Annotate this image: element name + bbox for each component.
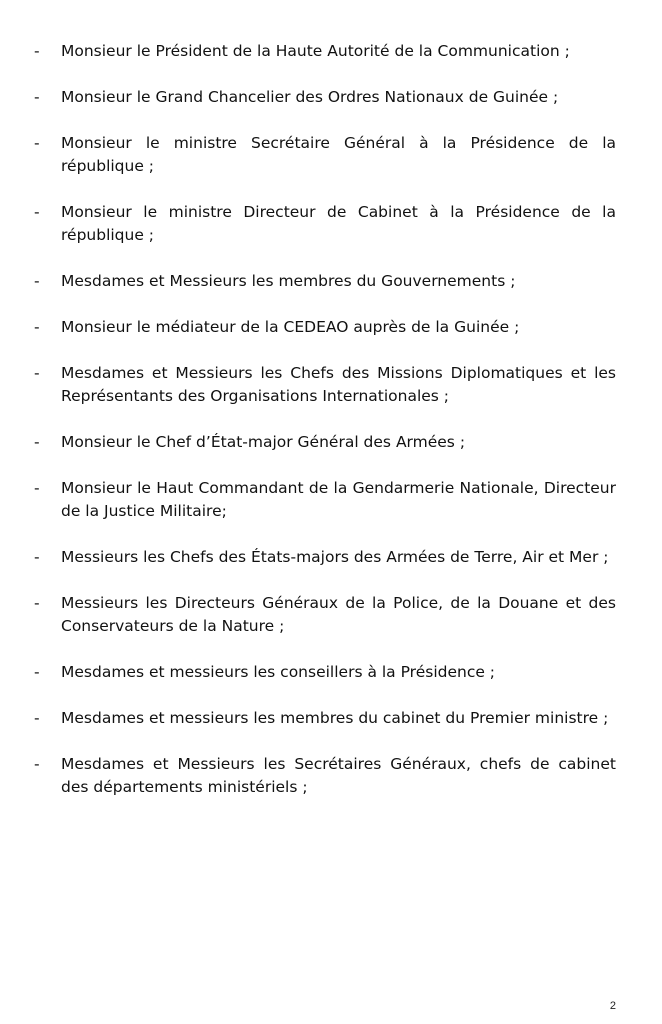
bullet-dash: - <box>34 548 40 566</box>
list-item-text: Monsieur le médiateur de la CEDEAO auprès de la Guinée ; <box>61 318 520 336</box>
bullet-dash: - <box>34 88 40 106</box>
bullet-dash: - <box>34 755 40 773</box>
list-item-text: Monsieur le Chef d’État-major Général des Armées ; <box>61 433 466 451</box>
list-item <box>34 316 616 339</box>
list-item <box>34 661 616 684</box>
bullet-dash: - <box>34 42 40 60</box>
bullet-dash: - <box>34 134 40 152</box>
list-item <box>34 753 616 799</box>
list-item-text: Mesdames et Messieurs les Chefs des Missions Diplomatiques et les Représentants des Organisations Internationales ; <box>61 364 616 405</box>
salutation-list <box>34 40 616 822</box>
bullet-dash: - <box>34 663 40 681</box>
list-item <box>34 201 616 247</box>
list-item <box>34 86 616 109</box>
list-item-text: Mesdames et Messieurs les membres du Gouvernements ; <box>61 272 516 290</box>
list-item-text: Monsieur le Président de la Haute Autorité de la Communication ; <box>61 42 570 60</box>
list-item-text: Monsieur le ministre Secrétaire Général à la Présidence de la république ; <box>61 134 616 175</box>
bullet-dash: - <box>34 318 40 336</box>
bullet-dash: - <box>34 272 40 290</box>
list-item <box>34 707 616 730</box>
bullet-dash: - <box>34 479 40 497</box>
list-item <box>34 477 616 523</box>
list-item <box>34 362 616 408</box>
list-item <box>34 546 616 569</box>
list-item <box>34 431 616 454</box>
list-item-text: Mesdames et Messieurs les Secrétaires Généraux, chefs de cabinet des départements ministériels ; <box>61 755 616 796</box>
list-item <box>34 270 616 293</box>
list-item-text: Messieurs les Chefs des États-majors des Armées de Terre, Air et Mer ; <box>61 548 609 566</box>
list-item-text: Messieurs les Directeurs Généraux de la Police, de la Douane et des Conservateurs de la Nature ; <box>61 594 616 635</box>
bullet-dash: - <box>34 364 40 382</box>
list-item-text: Monsieur le ministre Directeur de Cabinet à la Présidence de la république ; <box>61 203 616 244</box>
list-item <box>34 132 616 178</box>
bullet-dash: - <box>34 594 40 612</box>
bullet-dash: - <box>34 709 40 727</box>
list-item-text: Mesdames et messieurs les membres du cabinet du Premier ministre ; <box>61 709 609 727</box>
page-number: 2 <box>609 1000 616 1012</box>
list-item <box>34 592 616 638</box>
list-item-text: Monsieur le Haut Commandant de la Gendarmerie Nationale, Directeur de la Justice Militaire; <box>61 479 616 520</box>
bullet-dash: - <box>34 203 40 221</box>
list-item-text: Monsieur le Grand Chancelier des Ordres Nationaux de Guinée ; <box>61 88 559 106</box>
bullet-dash: - <box>34 433 40 451</box>
list-item-text: Mesdames et messieurs les conseillers à la Présidence ; <box>61 663 496 681</box>
list-item <box>34 40 616 63</box>
